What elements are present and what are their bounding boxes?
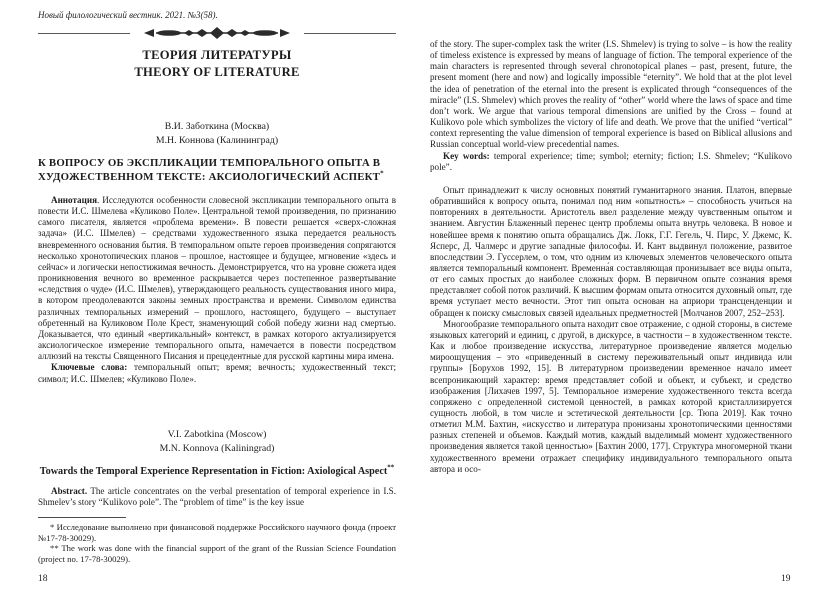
- abstract-ru-label: Аннотация: [51, 195, 97, 205]
- authors-en: [38, 428, 396, 455]
- abstract-en-paragraph-continued: of the story. The super-complex task the writer (I.S. Shmelev) is trying to solve – is how the reality of timeless existence is expressed by means of language of fiction. The temporal experience of the main characters is represented through several chronotopical planes – past, present, future, the present moment (here and now) and logically impossible “eternity”. We hold that at the plot level the idea of penetration of the eternal into the present is explicated through “consequences of the miracle” (I.S. Shmelev) which proves the reality of “other” world where the laws of space and time don’t work. We argue that various temporal dimensions are unified by the Cross – found at Kulikovo pole which symbolizes the victory of life and death. We prove that the unified “vertical” context representing the value dimension of temporal experience is based on Biblical allusions and Russian conceptual world-view precedential names.: [430, 39, 792, 150]
- body-paragraph-1: Опыт принадлежит к числу основных понятий гуманитарного знания. Платон, впервые обратившийся к вопросу опыта, понимал под ним «опытность» – способность учиться на повторениях в деятельности. Аристотель ввел разделение между чувственным опытом и знанием. Августин Блаженный перенес центр проблемы опыта внутрь человека. В новое и новейшее время к понятию опыта обращались Дж. Локк, Г.Г. Гегель, Ч. Пирс, У. Джемс, К. Ясперс, Д. Чалмерс и другие западные философы. И. Кант выдвинул положение, развитое впоследствии Э. Гуссерлем, о том, что одним из ключевых элементов человеческого опыта является темпоральный компонент. Временна́я составляющая пронизывает все виды опыта, от его самых простых до наиболее сложных форм. В первичном опыте сознания время представляет собой поток различий. К высшим формам опыта относится духовный опыт, где время уступает место вечности. Этот тип опыта основан на априори трансценденции и обращен к поиску смысловых связей идеальных предметностей [Молчанов 2007, 252–253].: [430, 184, 792, 318]
- abstract-ru-block: [38, 195, 396, 385]
- authors-ru: [38, 120, 396, 147]
- article-title-en: [38, 465, 396, 478]
- footnote-separator-rule: [38, 517, 126, 518]
- keywords-ru-paragraph: [38, 362, 396, 384]
- abstract-ru-text: . Исследуются особенности словесной экспликации темпорального опыта в повести И.С. Шмелева «Куликово Поле». Центральной темой произведения, по признанию самого писателя, является «проблема времени». В повести решается «сверх-сложная задача» (И.С. Шмелев) – средствами художественного языка передается реальность вневременного основания бытия. В темпоральном опыте героев произведения сопрягаются несколько хронотопических планов – прошлое, настоящее и будущее, мгновение «здесь и сейчас» и логически непостижимая вечность. Демонстрируется, что на уровне сюжета идея проникновения вечного во временное раскрывается через постепенное развертывание «следствия о чуде» (И.С. Шмелев), утверждающего реальность существования иного мира, в котором преодолеваются законы земных пространства и времени. Символом единства различных темпоральных измерений – прошлого, настоящего, будущего – выступает обретенный на Куликовом Поле Крест, знаменующий собой победу жизни над смертью. Доказывается, что единый «вертикальный» контекст, в рамках которого актуализируется аксиологическое измерение темпорального опыта, намечается в повести посредством аллюзий на тексты Священного Писания и прецедентные для русской картины мира имена.: [38, 195, 396, 362]
- abstract-en-paragraph-start: [38, 486, 396, 508]
- abstract-en-text-part1: The article concentrates on the verbal presentation of temporal experience in I.S. Shmelev’s story “Kulikovo pole”. The “problem of time” is the key issue: [38, 486, 396, 508]
- section-title-ru: ТЕОРИЯ ЛИТЕРАТУРЫ: [142, 48, 292, 62]
- title-ru-footnote-mark: *: [380, 168, 384, 177]
- keywords-ru-label: Ключевые слова:: [51, 362, 128, 373]
- body-paragraph-2: Многообразие темпорального опыта находит свое отражение, с одной стороны, в системе языковых категорий и единиц, с другой, в дискурсе, в частности – в художественном тексте. Как и любое произведение искусства, литературное произведение является моделью мироощущения – это «приведенный в систему переживательный опыт индивида или группы» [Борухов 1992, 15]. В литературном произведении временное начало имеет всепроникающий характер: время представляет собой и объект, и субъект, и средство изображения [Лихачев 1997, 5]. Темпоральное измерение художественного текста всегда сопряжено с определенной системой ценностей, в рамках которой кристаллизируется сущность любой, в том числе и эстетической деятельности [ср. Тюпа 2019]. Как точно отметил М.М. Бахтин, «искусство и литература пронизаны хронотопическими ценностями разных степеней и объемов. Каждый мотив, каждый выделимый момент художественного произведения является такой ценностью» [Бахтин 2000, 177]. Структура многомерной ткани художественного времени отражает специфику индивидуального темпорального опыта автора и осо-: [430, 318, 792, 474]
- footnote-2: ** The work was done with the financial support of the grant of the Russian Science Foundation (project no. 17-78-30029).: [38, 543, 396, 564]
- keywords-en-label: Key words:: [443, 150, 490, 161]
- footnote-1: * Исследование выполнено при финансовой поддержке Российского научного фонда (проект №17-78-30029).: [38, 522, 396, 543]
- author-en-2: M.N. Konnova (Kaliningrad): [159, 442, 275, 454]
- abstract-ru-paragraph: [38, 195, 396, 362]
- article-title-en-text: Towards the Temporal Experience Representation in Fiction: Axiological Aspect: [39, 466, 388, 477]
- page-number-left: 18: [38, 574, 48, 584]
- right-page-column: [430, 39, 792, 475]
- author-en-1: V.I. Zabotkina (Moscow): [167, 429, 267, 440]
- section-title-en: THEORY OF LITERATURE: [134, 65, 300, 79]
- article-title-ru: [38, 157, 396, 184]
- section-titles: [38, 47, 396, 81]
- section-gap: [430, 173, 792, 185]
- divider-rule-left: [38, 33, 130, 34]
- keywords-en-paragraph: [430, 151, 792, 173]
- article-title-ru-text: К ВОПРОСУ ОБ ЭКСПЛИКАЦИИ ТЕМПОРАЛЬНОГО ОПЫТА В ХУДОЖЕСТВЕННОМ ТЕКСТЕ: АКСИОЛОГИЧЕСКИЙ АСПЕКТ: [38, 157, 381, 183]
- keywords-en-text: temporal experience; time; symbol; eternity; fiction; I.S. Shmelev; “Kulikovo pole”.: [430, 150, 792, 172]
- page-number-right: 19: [781, 574, 791, 584]
- abstract-en-block: [38, 486, 396, 508]
- header-divider: [38, 26, 396, 40]
- ornament-flourish-icon: [132, 26, 302, 40]
- title-en-footnote-mark: **: [387, 463, 395, 472]
- author-ru-2: М.Н. Коннова (Калининград): [155, 134, 279, 146]
- left-page-column: [38, 10, 396, 385]
- author-ru-1: В.И. Заботкина (Москва): [164, 121, 270, 132]
- left-page-lower-column: [38, 428, 396, 564]
- abstract-en-label: Abstract.: [51, 486, 88, 496]
- footnote-block: [38, 517, 396, 564]
- running-head: Новый филологический вестник. 2021. №3(58).: [38, 10, 218, 20]
- keywords-ru-text: темпоральный опыт; время; вечность; художественный текст; символ; И.С. Шмелев; «Куликово Поле».: [38, 362, 397, 384]
- divider-rule-right: [304, 33, 396, 34]
